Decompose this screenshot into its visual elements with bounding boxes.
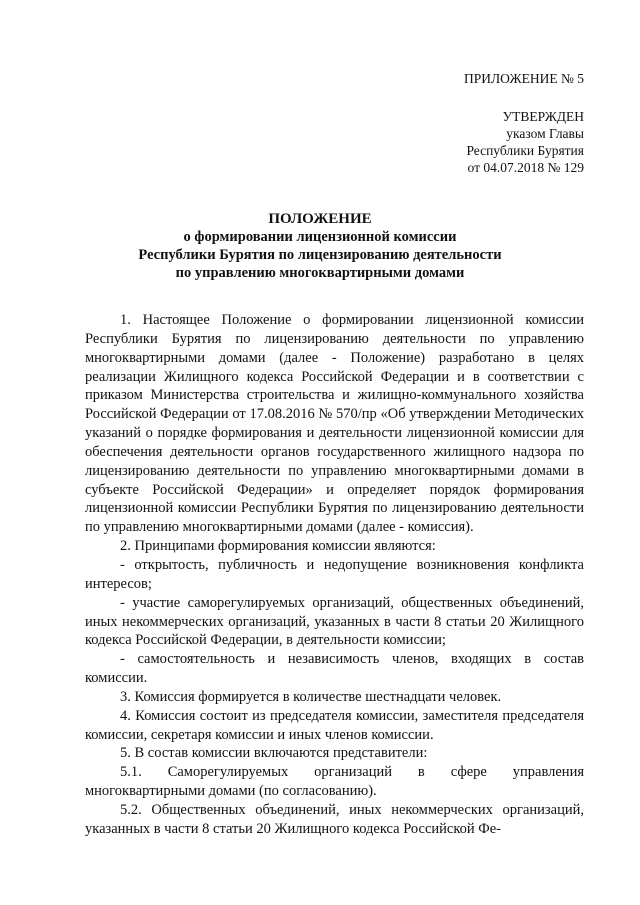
document-body [85, 311, 584, 839]
title-line-2: о формировании лицензионной комиссии [183, 229, 457, 245]
approved-label: УТВЕРЖДЕН [502, 109, 584, 124]
paragraph-2-item-3: - самостоятельность и независимость членов, входящих в состав комиссии. [85, 651, 584, 687]
approval-stamp-block [464, 70, 584, 176]
paragraph-2: 2. Принципами формирования комиссии являются: [120, 538, 436, 555]
document-title [0, 210, 640, 282]
appendix-number: ПРИЛОЖЕНИЕ № 5 [463, 71, 584, 86]
paragraph-4: 4. Комиссия состоит из председателя комиссии, заместителя председателя комиссии, секретаря комиссии и иных членов комиссии. [85, 707, 584, 743]
paragraph-5: 5. В состав комиссии включаются представители: [120, 745, 428, 762]
title-line-4: по управлению многоквартирными домами [175, 265, 465, 281]
paragraph-1: 1. Настоящее Положение о формировании лицензионной комиссии Республики Бурятия по лицензированию деятельности по управлению многоквартирными домами (далее - Положение) разработано в целях реализации Жилищного кодекса Российской Федерации и в соответствии с приказом Министерства строительства и жилищно-коммунального хозяйства Российской Федерации от 17.08.2016 № 570/пр «Об утверждении Методических указаний о порядке формирования и деятельности лицензионной комиссии для обеспечения деятельности органов государственного жилищного надзора по лицензированию деятельности по управлению многоквартирными домами в субъекте Российской Федерации» и определяет порядок формирования лицензионной комиссии Республики Бурятия по лицензированию деятельности по управлению многоквартирными домами (далее - комиссия). [85, 312, 584, 536]
paragraph-5-2: 5.2. Общественных объединений, иных некоммерческих организаций, указанных в части 8 статьи 20 Жилищного кодекса Российской Фе- [85, 801, 584, 837]
paragraph-3: 3. Комиссия формируется в количестве шестнадцати человек. [120, 688, 502, 705]
paragraph-2-item-1: - открытость, публичность и недопущение возникновения конфликта интересов; [85, 556, 584, 592]
paragraph-2-item-2: - участие саморегулируемых организаций, общественных объединений, иных некоммерческих организаций, указанных в части 8 статьи 20 Жилищного кодекса Российской Федерации, в деятельности комиссии; [85, 594, 584, 649]
decree-date-number: от 04.07.2018 № 129 [467, 160, 584, 175]
paragraph-5-1: 5.1. Саморегулируемых организаций в сфере управления многоквартирными домами (по согласованию). [85, 764, 584, 800]
title-line-1: ПОЛОЖЕНИЕ [268, 211, 372, 227]
title-line-3: Республики Бурятия по лицензированию деятельности [138, 247, 502, 263]
decree-label: указом Главы [506, 126, 584, 141]
republic-label: Республики Бурятия [466, 143, 584, 158]
